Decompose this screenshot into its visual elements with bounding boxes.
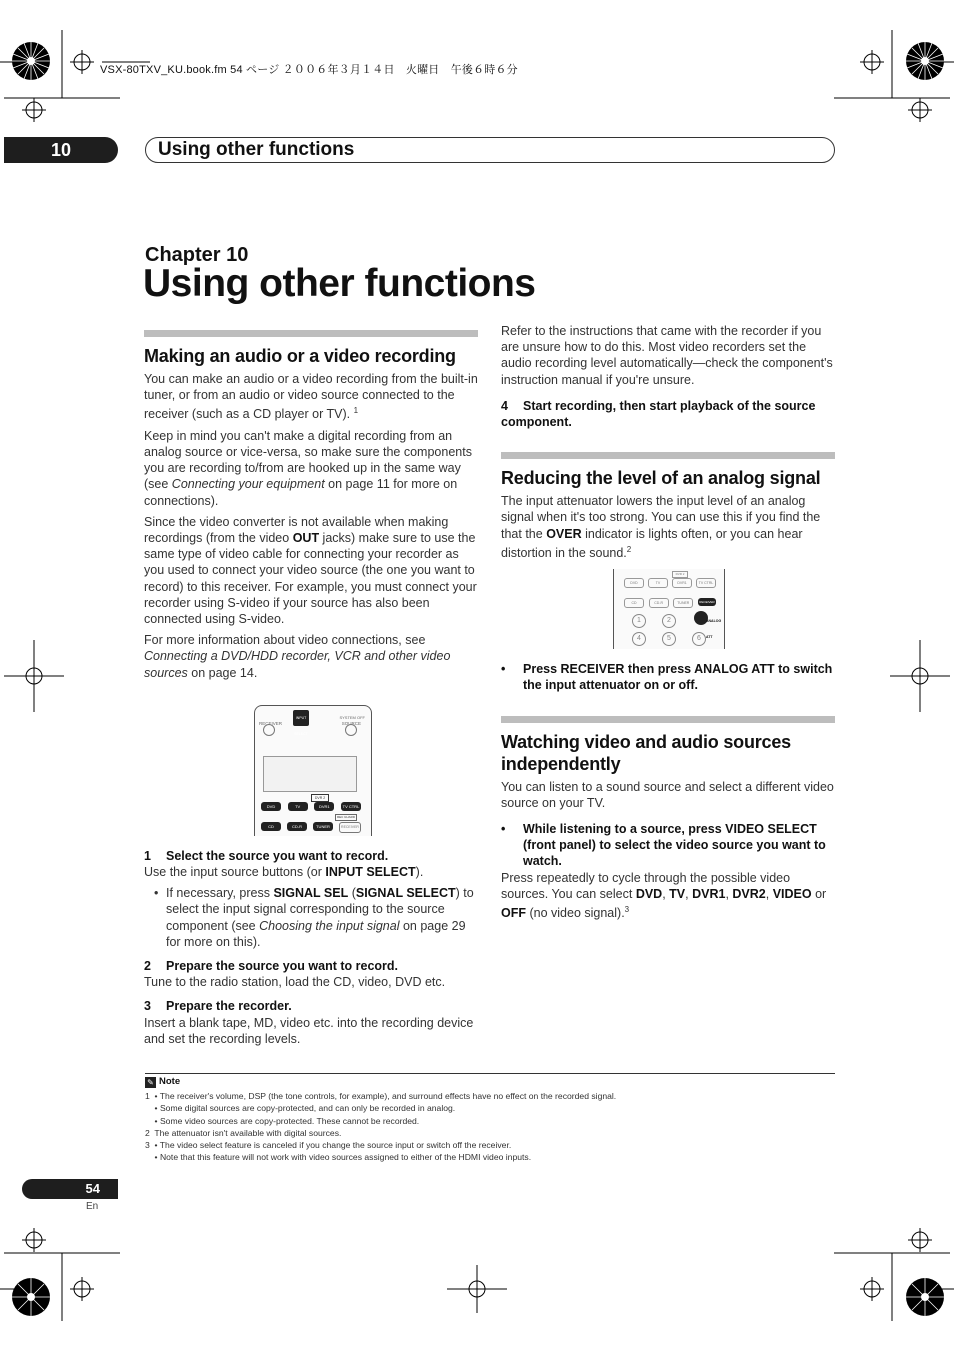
note-pencil-icon: ✎ [145,1077,156,1088]
paragraph: Keep in mind you can't make a digital recording from an analog source or vice-versa, so make sure the components you are recording to/from are hooked up in the same way (see Connecting your equipment on page 11 for more on connections). [144,428,472,508]
section-heading-recording: Making an audio or a video recording [144,346,456,366]
remote-button: CD-R [287,822,307,831]
note-line: • Note that this feature will not work with video sources assigned to either of the HDMI video inputs. [145,1152,532,1163]
remote-button: TV [288,802,308,811]
registration-target-icon [10,40,52,82]
remote-num-button: 2 [662,614,676,628]
analog-att-label: ANALOG ATT [706,619,722,640]
remote-button-row [624,578,716,588]
paragraph: You can listen to a sound source and select a different video source on your TV. [501,779,834,810]
remote-button: DVD [261,802,281,811]
step-1-bullet: • If necessary, press SIGNAL SEL (SIGNAL SELECT) to select the input signal corresponding to the source component (see Choosing the input signal on page 29 for more on this). [144,885,478,950]
remote-button: CD [261,822,281,831]
paragraph: For more information about video connections, see Connecting a DVD/HDD recorder, VCR and other video sources on page 14. [144,633,451,680]
registration-target-icon [904,40,946,82]
footnote-ref: 2 [626,544,632,554]
section-rule [501,452,835,459]
step-3-body: Insert a blank tape, MD, video etc. into the recording device and set the recording levels. [144,1015,474,1046]
step-1-body: Use the input source buttons (or INPUT SELECT). [144,865,424,880]
remote-illustration [254,705,372,836]
notes-section [145,1073,835,1163]
section-heading-reducing: Reducing the level of an analog signal [501,468,821,489]
chapter-title-bar-text: Using other functions [158,139,355,160]
step-2-body: Tune to the radio station, load the CD, video, DVD etc. [144,975,446,990]
registration-target-icon [904,1276,946,1318]
remote-button: DVR1 [672,578,692,588]
remote-button: TV CTRL [342,803,360,809]
remote-button: TV CTRL [696,578,716,588]
registration-target-icon [10,1276,52,1318]
remote-button: TUNER [673,598,693,608]
remote-dvr2: DVR 2 [311,794,329,802]
power-icon [345,724,357,736]
remote-button: TUNER [313,822,333,831]
power-icon [263,724,275,736]
step-4: 4 Start recording, then start playback of the source component. [501,398,816,430]
reduce-bullet: • Press RECEIVER then press ANALOG ATT to switch the input attenuator on or off. [501,661,835,693]
remote-button: TV [648,578,668,588]
step-2: 2 Prepare the source you want to record. [144,959,399,974]
paragraph: The input attenuator lowers the input level of an analog signal when it's too strong. You can use this if you find the that the OVER indicator is lights often, or you can hear distortion in the sound.$^2$ [501,494,821,560]
remote-receiver-button: RECEIVER [699,600,715,605]
note-line: • Some digital sources are copy-protected, and can only be recorded in analog. [145,1103,456,1114]
page-number: 54 [22,1179,118,1199]
remote-source-label: SOURCE [341,720,361,726]
chapter-title-bar [145,137,835,163]
remote-button: CD [624,598,644,608]
footnote-ref: 3 [624,905,630,915]
paragraph: Since the video converter is not available when making recordings (from the video OUT jacks) make sure to use the same type of video cable for connecting your recorder as you used to connect your video source (the one you want to record) to this receiver. For example, you must connect your recorder using S-video if your source has also been connected using S-video. [144,514,477,626]
section-rule [501,716,835,723]
notes-heading: ✎ Note [145,1076,835,1088]
footnote-ref: 1 [353,406,359,416]
note-line: • Some video sources are copy-protected. These cannot be recorded. [145,1115,420,1126]
remote-num-button: 5 [662,632,676,646]
right-column [501,323,835,926]
remote-num-button: 6 [692,632,706,646]
chapter-number-tab: 10 [4,137,118,163]
section-heading-watching: Watching video and audio sources independently [501,731,791,774]
remote-system-off: SYSTEM OFF [339,714,365,720]
remote-button: DVD [624,578,644,588]
page-title: Using other functions [143,262,536,305]
remote-display [263,756,357,792]
remote-button-row [624,598,716,608]
step-1: 1 Select the source you want to record. [144,848,389,863]
note-line: 1 • The receiver's volume, DSP (the tone controls, for example), and surround effects have no effect on the recorded signal. [145,1091,617,1102]
left-column [144,330,478,1052]
remote-button: DVR1 [314,802,334,811]
remote-button-row [261,802,361,811]
remote-button: RECEIVER [339,822,361,833]
page-language: En [86,1201,99,1212]
remote-button-row [261,822,361,833]
remote-receiver-label: RECEIVER [259,720,283,726]
step-3: 3 Prepare the recorder. [144,999,292,1014]
remote-rec-guard: REC GUARD [336,814,355,819]
remote-dvr2: DVR 2 [672,571,688,578]
section-rule [144,330,478,337]
paragraph: Refer to the instructions that came with the recorder if you are unsure how to do this. Most video recorders set the audio recording level automatically—check the component's instruction manual if you're unsure. [501,324,833,387]
remote-num-button: 4 [632,632,646,646]
watch-bullet: • While listening to a source, press VIDEO SELECT (front panel) to select the video source you want to watch. [501,821,835,870]
remote-input-select: INPUT SELECT [293,710,309,726]
paragraph: You can make an audio or a video recording from the built-in tuner, or from an audio or video source connected to the receiver (such as a CD player or TV). $^1$ [144,372,478,422]
remote-illustration-attenuator [613,569,725,649]
note-line: 3 • The video select feature is canceled if you change the source input or switch off the receiver. [145,1140,512,1151]
paragraph: Press repeatedly to cycle through the possible video sources. You can select DVD, TV, DVR1, DVR2, VIDEO or OFF (no video signal).$^3$ [501,870,827,921]
note-line: 2 The attenuator isn't available with digital sources. [145,1127,342,1138]
remote-num-button: 1 [632,614,646,628]
chapter-label: Chapter 10 [145,244,249,266]
file-header: VSX-80TXV_KU.book.fm 54 ページ ２００６年３月１４日 火曜日 午後６時６分 [100,64,518,76]
remote-button: CD-R [649,598,669,608]
